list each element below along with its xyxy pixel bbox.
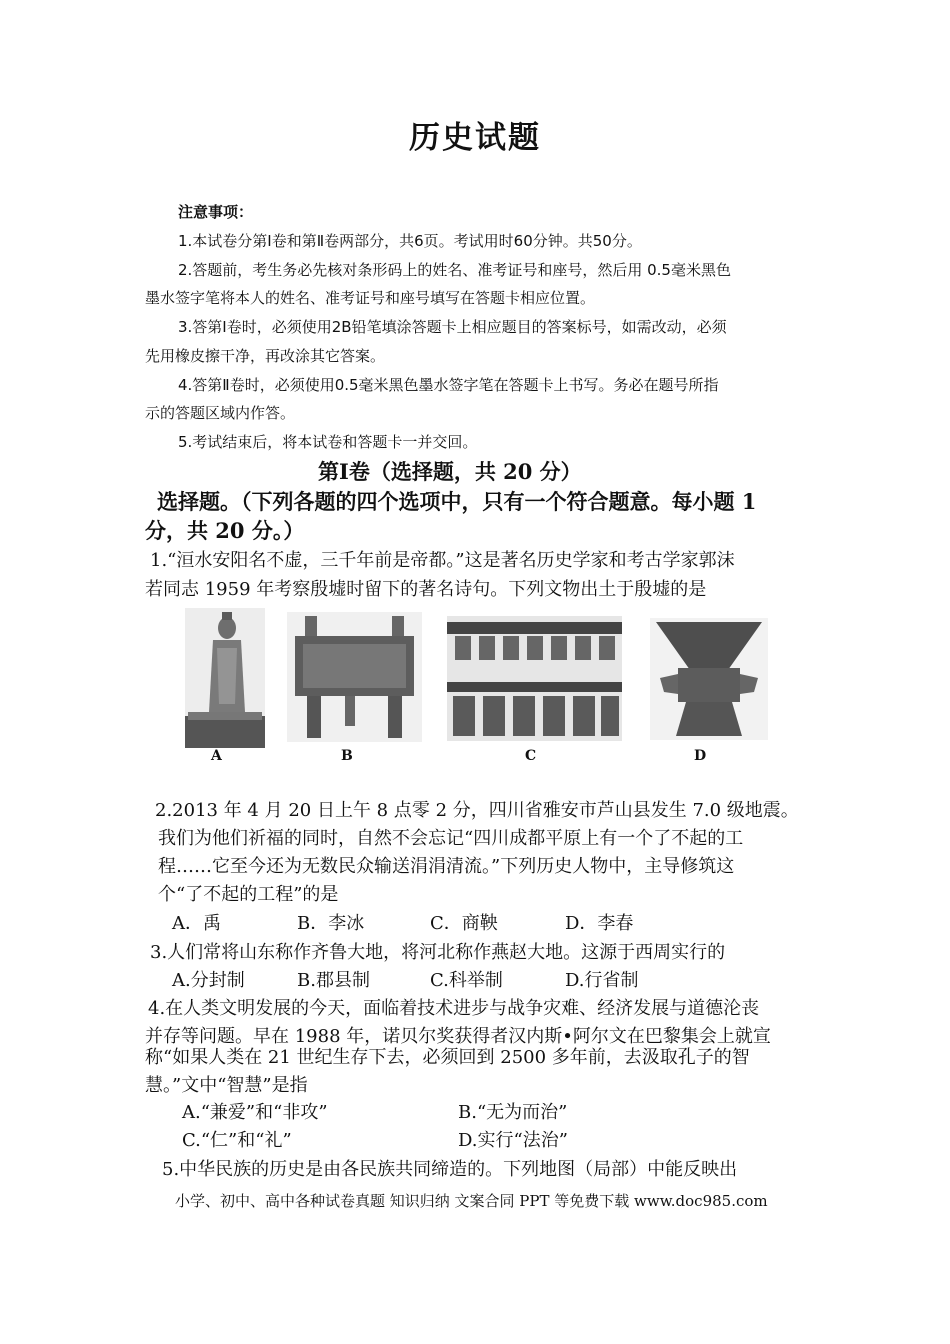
figure-d-zun xyxy=(650,618,768,740)
question-2-option-b: B．李冰 xyxy=(297,913,365,934)
section-instruction: 分，共 20 分。） xyxy=(145,518,305,543)
question-2-text: 我们为他们祈福的同时，自然不会忘记“四川成都平原上有一个了不起的工 xyxy=(158,828,744,849)
notice-line: 先用橡皮擦干净，再改涂其它答案。 xyxy=(145,347,386,365)
figure-caption-b: B xyxy=(341,748,353,764)
figure-caption-d: D xyxy=(694,748,707,764)
question-2-option-d: D．李春 xyxy=(565,913,634,934)
notice-line: 2.答题前，考生务必先核对条形码上的姓名、准考证号和座号，然后用 0.5毫米黑色 xyxy=(178,261,731,279)
question-4-option-a: A.“兼爱”和“非攻” xyxy=(182,1102,328,1123)
figure-a-statue xyxy=(185,608,265,748)
question-5-text: 5.中华民族的历史是由各民族共同缔造的。下列地图（局部）中能反映出 xyxy=(162,1159,738,1180)
question-3-option-a: A.分封制 xyxy=(172,970,245,991)
notice-line: 4.答第Ⅱ卷时，必须使用0.5毫米黑色墨水签字笔在答题卡上书写。务必在题号所指 xyxy=(178,376,719,394)
notice-line: 1.本试卷分第Ⅰ卷和第Ⅱ卷两部分，共6页。考试用时60分钟。共50分。 xyxy=(178,232,642,250)
question-2-text: 2.2013 年 4 月 20 日上午 8 点零 2 分，四川省雅安市芦山县发生 7.0 级地震。 xyxy=(155,800,799,821)
figure-caption-a: A xyxy=(211,748,222,764)
notice-line: 墨水签字笔将本人的姓名、准考证号和座号填写在答题卡相应位置。 xyxy=(145,289,596,307)
question-2-option-c: C．商鞅 xyxy=(430,913,498,934)
question-4-text: 4.在人类文明发展的今天，面临着技术进步与战争灾难、经济发展与道德沦丧 xyxy=(148,998,760,1019)
question-3-text: 3.人们常将山东称作齐鲁大地，将河北称作燕赵大地。这源于西周实行的 xyxy=(150,942,726,963)
question-4-option-c: C.“仁”和“礼” xyxy=(182,1130,292,1151)
notice-line: 示的答题区域内作答。 xyxy=(145,404,296,422)
question-2-text: 个“了不起的工程”的是 xyxy=(158,884,339,905)
figure-b-ding xyxy=(287,612,422,742)
notice-line: 3.答第Ⅰ卷时，必须使用2B铅笔填涂答题卡上相应题目的答案标号，如需改动，必须 xyxy=(178,318,727,336)
question-1-text: 1.“洹水安阳名不虚，三千年前是帝都。”这是著名历史学家和考古学家郭沫 xyxy=(150,550,735,571)
question-4-option-d: D.实行“法治” xyxy=(458,1130,568,1151)
notice-line: 5.考试结束后，将本试卷和答题卡一并交回。 xyxy=(178,433,478,451)
question-4-text: 称“如果人类在 21 世纪生存下去，必须回到 2500 多年前，去汲取孔子的智 xyxy=(145,1047,750,1068)
page-title: 历史试题 xyxy=(409,120,541,156)
question-4-text: 并存等问题。早在 1988 年，诺贝尔奖获得者汉内斯•阿尔文在巴黎集会上就宣 xyxy=(145,1026,771,1047)
section-instruction: 选择题。（下列各题的四个选项中，只有一个符合题意。每小题 1 xyxy=(157,489,757,514)
question-4-text: 慧。”文中“智慧”是指 xyxy=(145,1075,308,1096)
question-3-option-c: C.科举制 xyxy=(430,970,503,991)
figure-c-bells xyxy=(447,616,622,741)
question-1-text: 若同志 1959 年考察殷墟时留下的著名诗句。下列文物出土于殷墟的是 xyxy=(145,579,707,600)
figure-caption-c: C xyxy=(525,748,537,764)
question-4-option-b: B.“无为而治” xyxy=(458,1102,568,1123)
section-title: 第Ⅰ卷（选择题，共 20 分） xyxy=(318,459,582,484)
question-2-option-a: A．禹 xyxy=(172,913,221,934)
notice-heading: 注意事项： xyxy=(178,203,254,221)
question-3-option-d: D.行省制 xyxy=(565,970,639,991)
page-footer: 小学、初中、高中各种试卷真题 知识归纳 文案合同 PPT 等免费下载 www.doc985.com xyxy=(175,1192,768,1210)
question-2-text: 程……它至今还为无数民众输送涓涓清流。”下列历史人物中，主导修筑这 xyxy=(158,856,735,877)
question-3-option-b: B.郡县制 xyxy=(297,970,370,991)
